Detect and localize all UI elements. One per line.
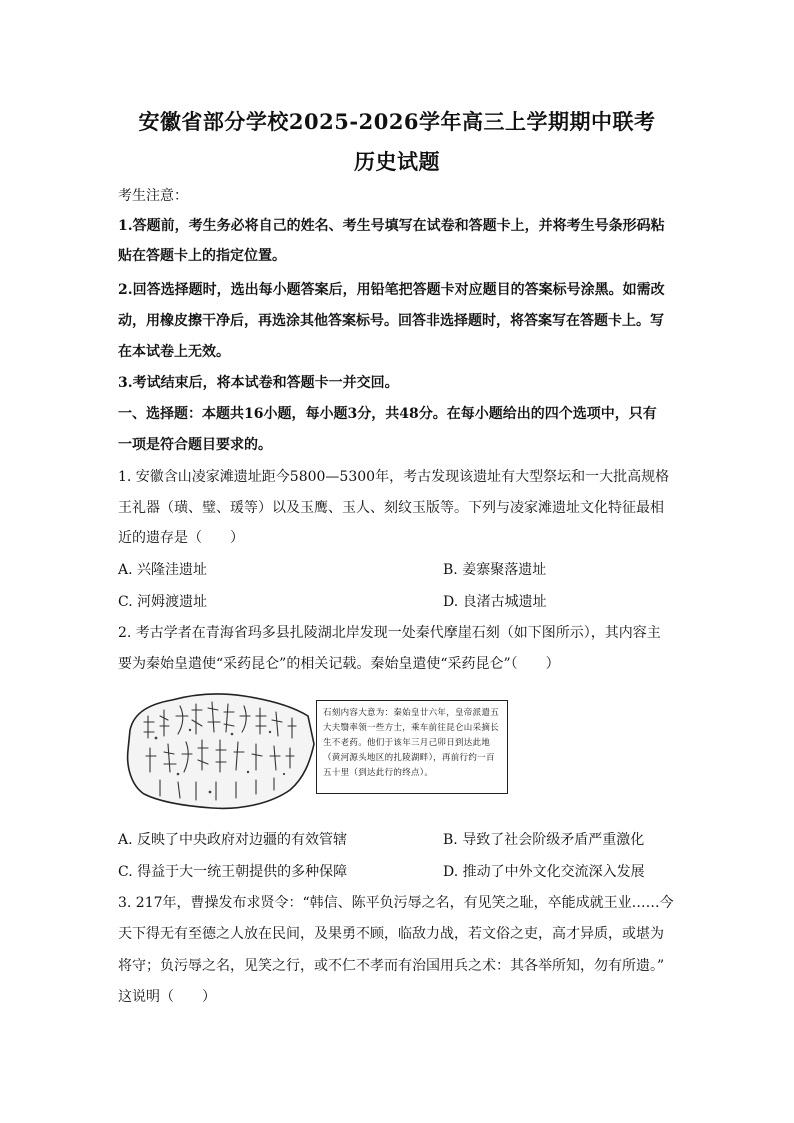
rock-inscription-figure xyxy=(120,686,510,812)
question-1-stem-b: 王礼器（璜、璧、瑗等）以及玉鹰、玉人、刻纹玉版等。下列与凌家滩遗址文化特征最相 xyxy=(118,500,664,516)
question-2-stem-a: 2. 考古学者在青海省玛多县扎陵湖北岸发现一处秦代摩崖石刻（如下图所示），其内容主 xyxy=(118,625,661,641)
question-3-stem-c: 将守；负污辱之名，见笑之行，或不仁不孝而有治国用兵之术：其各举所知，勿有所遗。” xyxy=(118,958,665,974)
section-heading-b: 一项是符合题目要求的。 xyxy=(118,437,272,453)
question-1-stem-c: 近的遗存是（ ） xyxy=(118,530,244,546)
notice-heading: 考生注意： xyxy=(118,188,188,204)
exam-subject: 历史试题 xyxy=(354,149,440,174)
notice-line-1b: 贴在答题卡上的指定位置。 xyxy=(118,248,286,264)
notice-line-2b: 动，用橡皮擦干净后，再选涂其他答案标号。回答非选择题时，将答案写在答题卡上。写 xyxy=(118,313,664,329)
exam-title: 安徽省部分学校2025-2026学年高三上学期期中联考 xyxy=(138,109,656,134)
rock-carving-image xyxy=(120,686,316,812)
question-3-stem-a: 3. 217年，曹操发布求贤令：“韩信、陈平负污辱之名，有见笑之耻，卒能成就王业……今 xyxy=(118,895,674,911)
question-2-stem-b: 要为秦始皇遣使“采药昆仑”的相关记载。秦始皇遣使“采药昆仑”（ ） xyxy=(118,656,560,672)
question-1-option-b: B. 姜寨聚落遗址 xyxy=(443,562,547,578)
question-1-stem-a: 1. 安徽含山凌家滩遗址距今5800—5300年，考古发现该遗址有大型祭坛和一大批高规格 xyxy=(118,469,670,485)
notice-line-2c: 在本试卷上无效。 xyxy=(118,344,230,360)
question-3-stem-b: 天下得无有至德之人放在民间，及果勇不顾，临敌力战，若文俗之吏，高才异质，或堪为 xyxy=(118,926,664,942)
question-3-stem-d: 这说明（ ） xyxy=(118,989,216,1005)
inscription-caption-box: 石刻内容大意为：秦始皇廿六年，皇帝派遣五大夫翳率领一些方士，乘车前往昆仑山采摘长生不老药。他们于该年三月己卯日到达此地（黄河源头地区的扎陵湖畔），再前行约一百五十里（到达此行的终点）。 xyxy=(316,700,508,794)
notice-line-1a: 1.答题前，考生务必将自己的姓名、考生号填写在试卷和答题卡上，并将考生号条形码粘 xyxy=(118,218,665,234)
question-2-option-b: B. 导致了社会阶级矛盾严重激化 xyxy=(443,832,645,848)
question-2-option-a: A. 反映了中央政府对边疆的有效管辖 xyxy=(118,832,348,848)
question-1-option-a: A. 兴隆洼遗址 xyxy=(118,562,208,578)
notice-line-3: 3.考试结束后，将本试卷和答题卡一并交回。 xyxy=(118,375,399,391)
question-1-option-d: D. 良渚古城遗址 xyxy=(443,594,547,610)
question-2-option-c: C. 得益于大一统王朝提供的多种保障 xyxy=(118,864,348,880)
question-1-option-c: C. 河姆渡遗址 xyxy=(118,594,208,610)
section-heading-a: 一、选择题：本题共16小题，每小题3分，共48分。在每小题给出的四个选项中，只有 xyxy=(118,406,657,422)
question-2-option-d: D. 推动了中外文化交流深入发展 xyxy=(443,864,645,880)
notice-line-2a: 2.回答选择题时，选出每小题答案后，用铅笔把答题卡对应题目的答案标号涂黑。如需改 xyxy=(118,282,665,298)
